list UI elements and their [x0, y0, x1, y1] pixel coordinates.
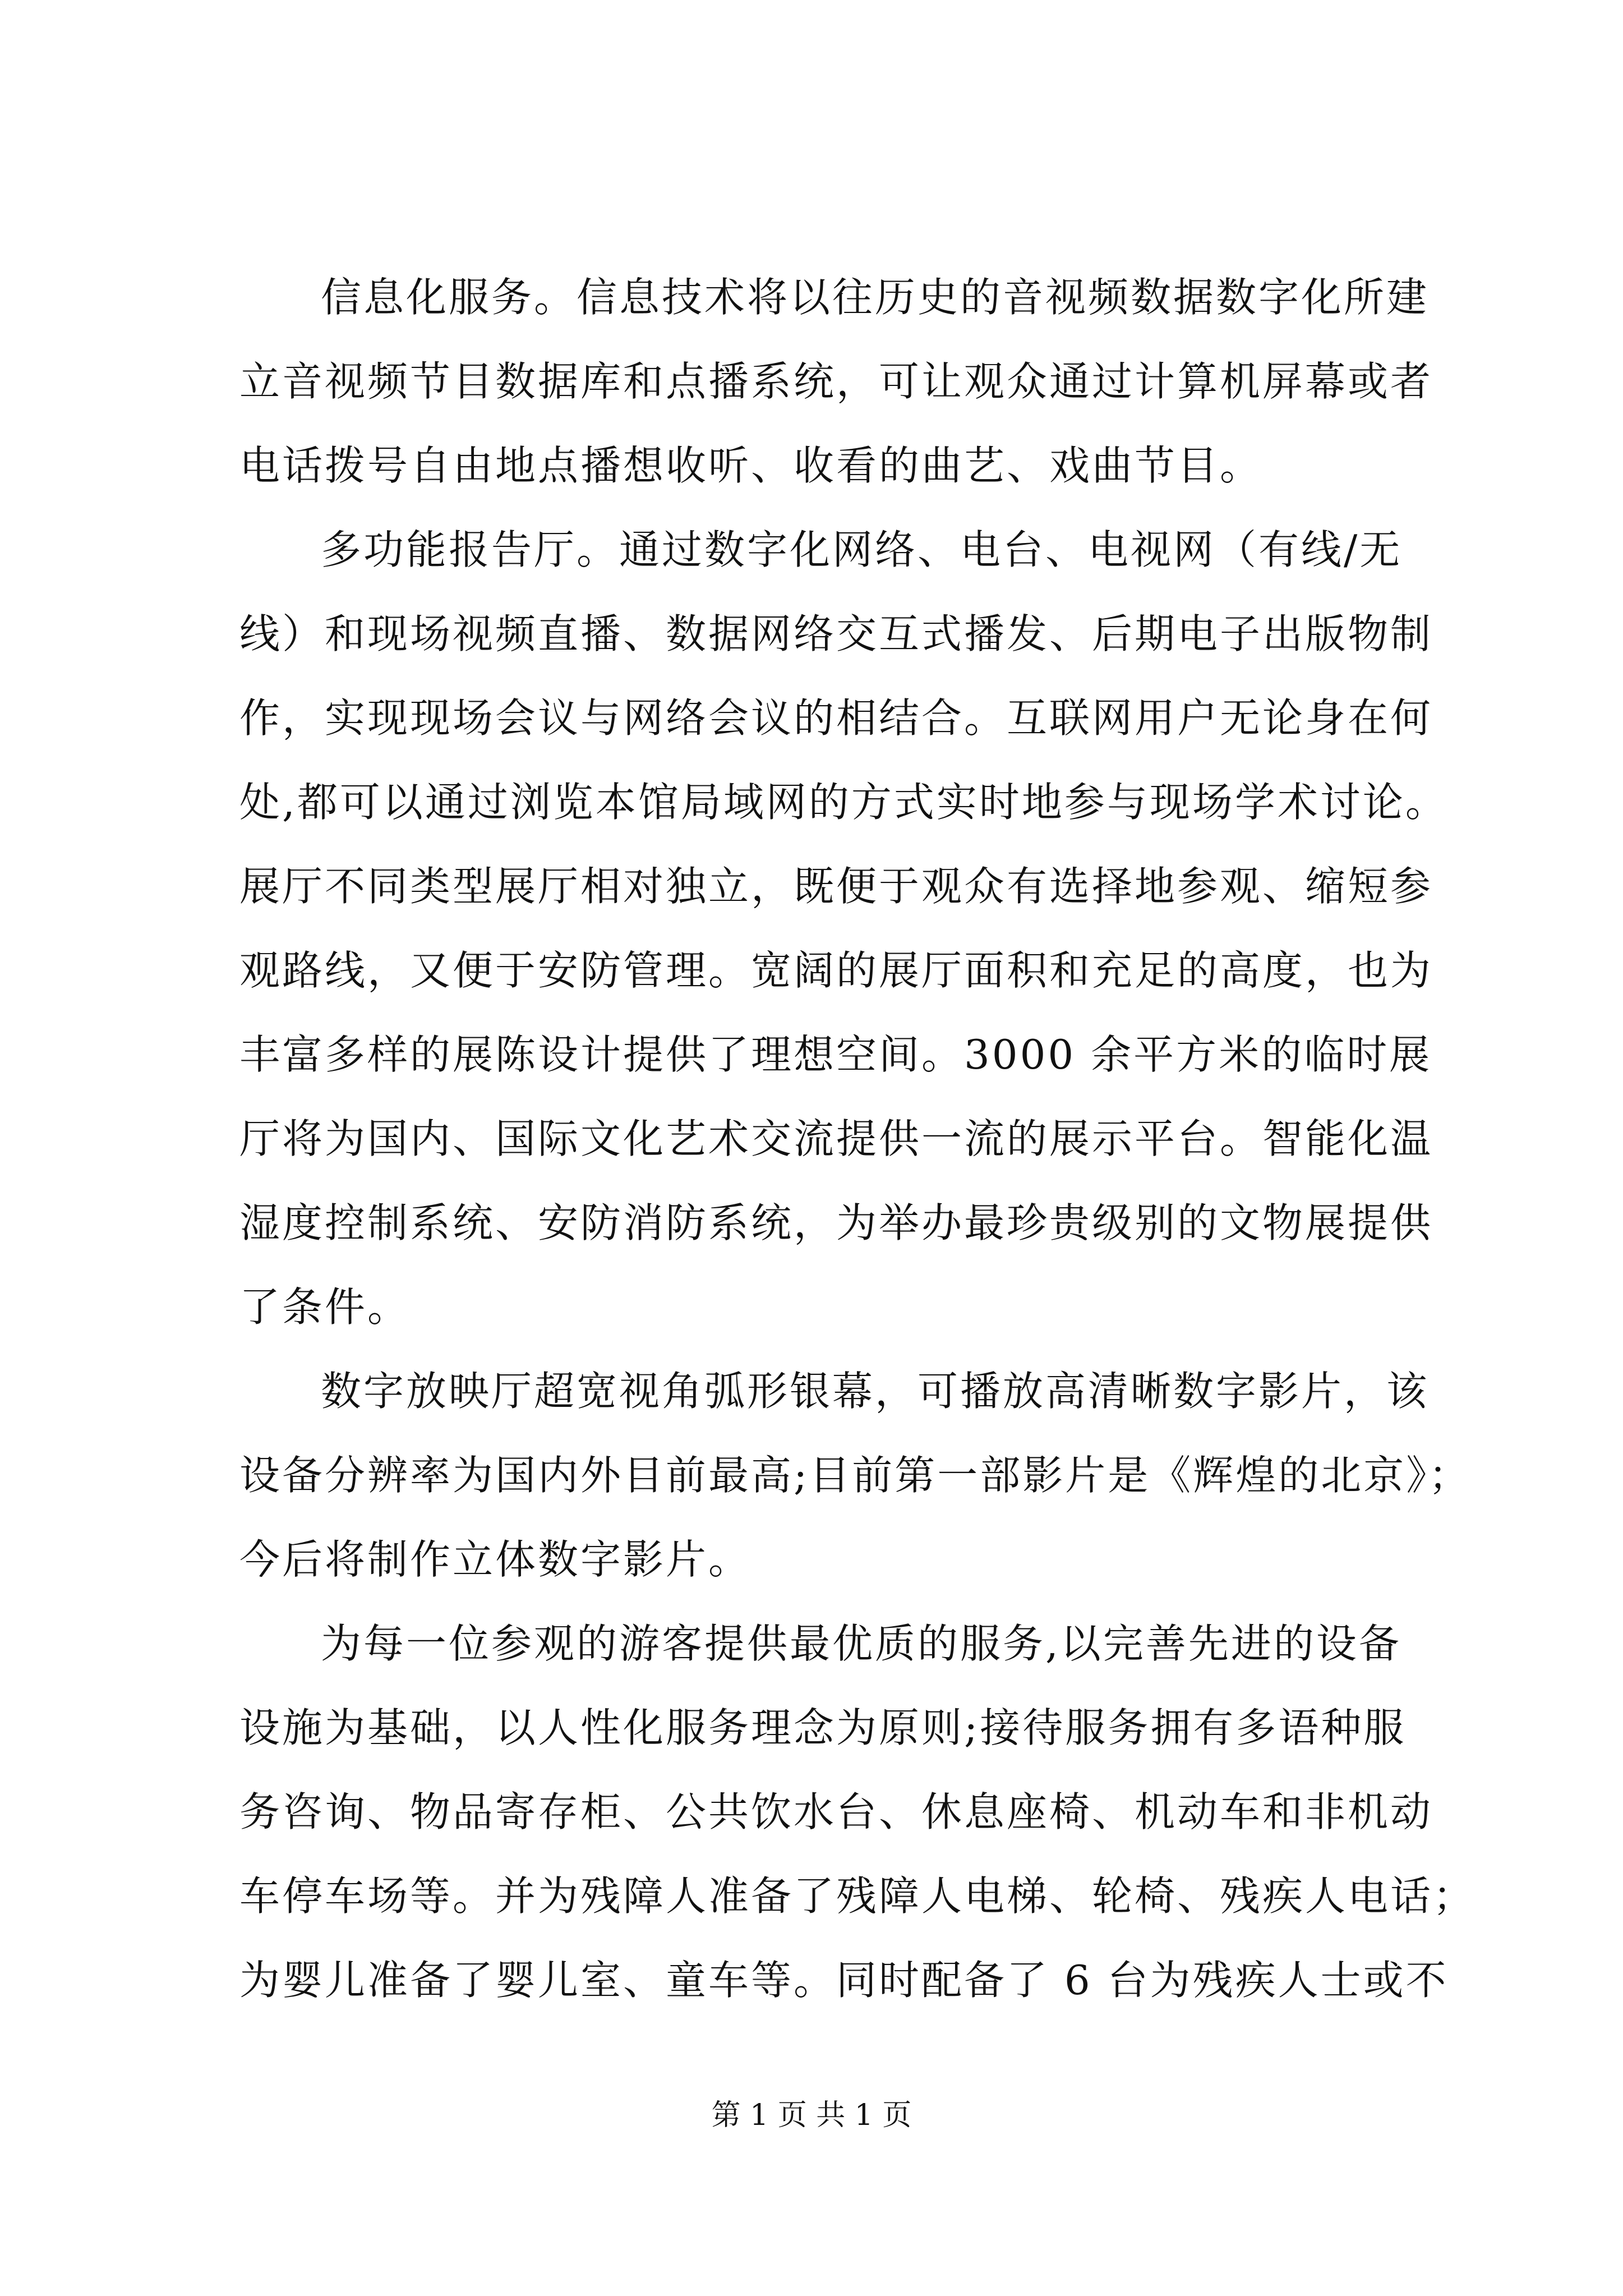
text-line: 电话拨号自由地点播想收听、收看的曲艺、戏曲节目。	[239, 442, 1263, 489]
text-line: 展厅不同类型展厅相对独立，既便于观众有选择地参观、缩短参	[239, 863, 1433, 910]
text-line: 作，实现现场会议与网络会议的相结合。互联网用户无论身在何	[239, 694, 1433, 742]
text-line: 丰富多样的展陈设计提供了理想空间。3000 余平方米的临时展	[239, 1031, 1432, 1078]
text-line: 务咨询、物品寄存柜、公共饮水台、休息座椅、机动车和非机动	[239, 1788, 1433, 1835]
text-line: 今后将制作立体数字影片。	[239, 1536, 751, 1583]
paragraph-visitor-services	[239, 1602, 1476, 2022]
text-line: 为每一位参观的游客提供最优质的服务,以完善先进的设备	[321, 1620, 1401, 1667]
text-line: 为婴儿准备了婴儿室、童车等。同时配备了 6 台为残疾人士或不	[239, 1957, 1449, 2004]
text-line: 了条件。	[239, 1283, 411, 1331]
text-line: 立音视频节目数据库和点播系统，可让观众通过计算机屏幕或者	[239, 358, 1433, 405]
text-line: 线）和现场视频直播、数据网络交互式播发、后期电子出版物制	[239, 610, 1433, 657]
text-line: 观路线，又便于安防管理。宽阔的展厅面积和充足的高度，也为	[239, 947, 1433, 994]
paragraph-info-service	[239, 255, 1433, 508]
text-line: 设备分辨率为国内外目前最高;目前第一部影片是《辉煌的北京》；	[239, 1452, 1472, 1499]
body-text	[239, 255, 1476, 2022]
text-line: 信息化服务。信息技术将以往历史的音视频数据数字化所建	[321, 274, 1430, 321]
paragraph-digital-cinema	[239, 1349, 1472, 1602]
text-line: 设施为基础，以人性化服务理念为原则;接待服务拥有多语种服	[239, 1704, 1407, 1751]
text-line: 车停车场等。并为残障人准备了残障人电梯、轮椅、残疾人电话；	[239, 1872, 1476, 1920]
paragraph-lecture-hall	[239, 508, 1448, 1349]
text-line: 厅将为国内、国际文化艺术交流提供一流的展示平台。智能化温	[239, 1115, 1433, 1162]
text-line: 数字放映厅超宽视角弧形银幕，可播放高清晰数字影片，该	[321, 1368, 1430, 1415]
page-footer: 第 1 页 共 1 页	[711, 2099, 912, 2132]
text-line: 处,都可以通过浏览本馆局域网的方式实时地参与现场学术讨论。	[239, 779, 1448, 826]
text-line: 多功能报告厅。通过数字化网络、电台、电视网（有线/无	[321, 526, 1403, 573]
text-line: 湿度控制系统、安防消防系统，为举办最珍贵级别的文物展提供	[239, 1199, 1433, 1246]
